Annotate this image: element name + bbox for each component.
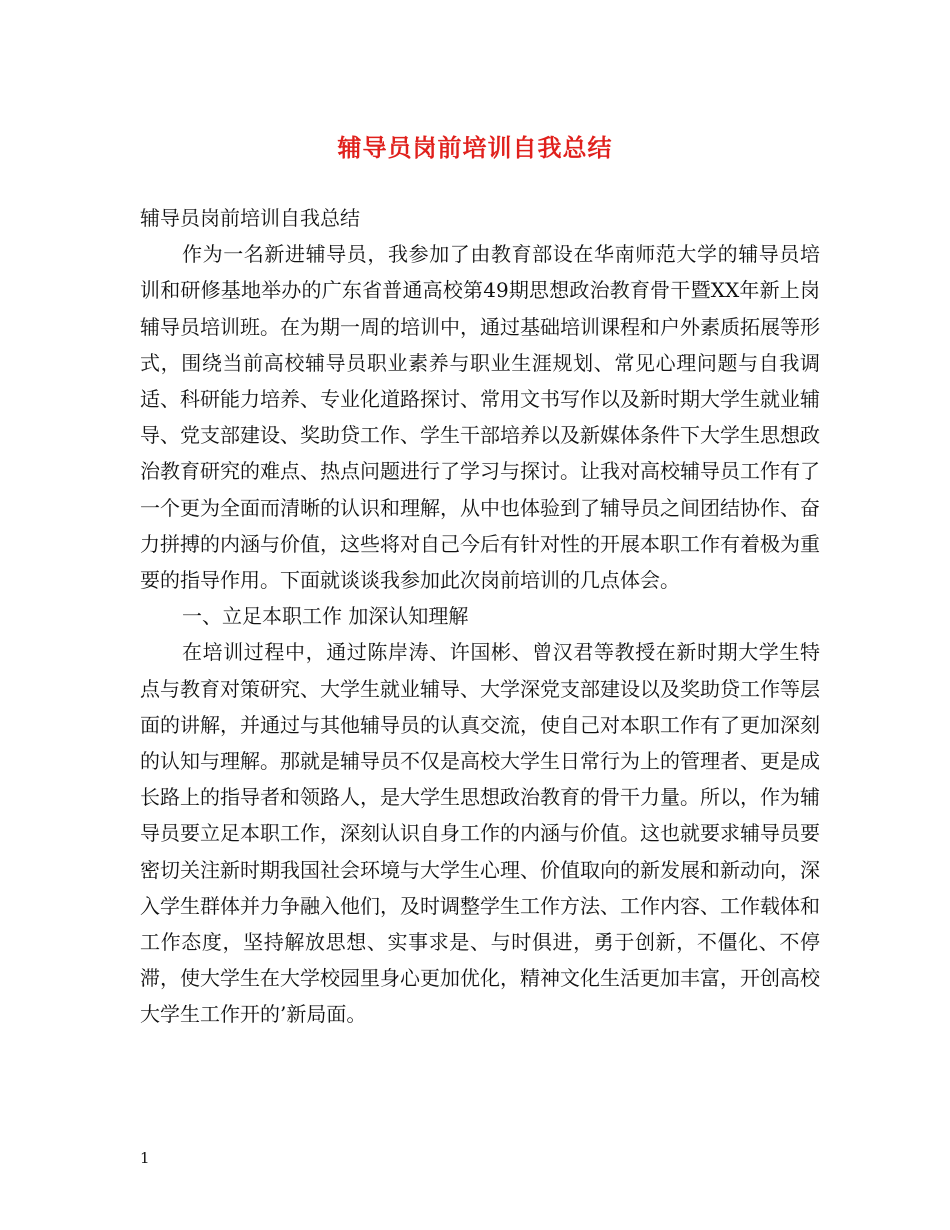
document-body bbox=[140, 200, 820, 1033]
document-title: 辅导员岗前培训自我总结 bbox=[337, 133, 613, 162]
paragraph-section-1: 在培训过程中，通过陈岸涛、许国彬、曾汉君等教授在新时期大学生特点与教育对策研究、大学生就业辅导、大学深党支部建设以及奖助贷工作等层面的讲解，并通过与其他辅导员的认真交流，使自己对本职工作有了更加深刻的认知与理解。那就是辅导员不仅是高校大学生日常行为上的管理者、更是成长路上的指导者和领路人，是大学生思想政治教育的骨干力量。所以，作为辅导员要立足本职工作，深刻认识自身工作的内涵与价值。这也就要求辅导员要密切关注新时期我国社会环境与大学生心理、价值取向的新发展和新动向，深入学生群体并力争融入他们，及时调整学生工作方法、工作内容、工作载体和工作态度，坚持解放思想、实事求是、与时俱进，勇于创新，不僵化、不停滞，使大学生在大学校园里身心更加优化，精神文化生活更加丰富，开创高校大学生工作开的’新局面。 bbox=[140, 640, 820, 1027]
page-number: 1 bbox=[140, 1149, 150, 1167]
document-subtitle: 辅导员岗前培训自我总结 bbox=[140, 206, 360, 230]
paragraph-intro: 作为一名新进辅导员，我参加了由教育部设在华南师范大学的辅导员培训和研修基地举办的广东省普通高校第49期思想政治教育骨干暨XX年新上岗辅导员培训班。在为期一周的培训中，通过基础培训课程和户外素质拓展等形式，围绕当前高校辅导员职业素养与职业生涯规划、常见心理问题与自我调适、科研能力培养、专业化道路探讨、常用文书写作以及新时期大学生就业辅导、党支部建设、奖助贷工作、学生干部培养以及新媒体条件下大学生思想政治教育研究的难点、热点问题进行了学习与探讨。让我对高校辅导员工作有了一个更为全面而清晰的认识和理解，从中也体验到了辅导员之间团结协作、奋力拼搏的内涵与价值，这些将对自己今后有针对性的开展本职工作有着极为重要的指导作用。下面就谈谈我参加此次岗前培训的几点体会。 bbox=[140, 242, 820, 593]
section-heading-1: 一、立足本职工作 加深认知理解 bbox=[182, 604, 469, 629]
